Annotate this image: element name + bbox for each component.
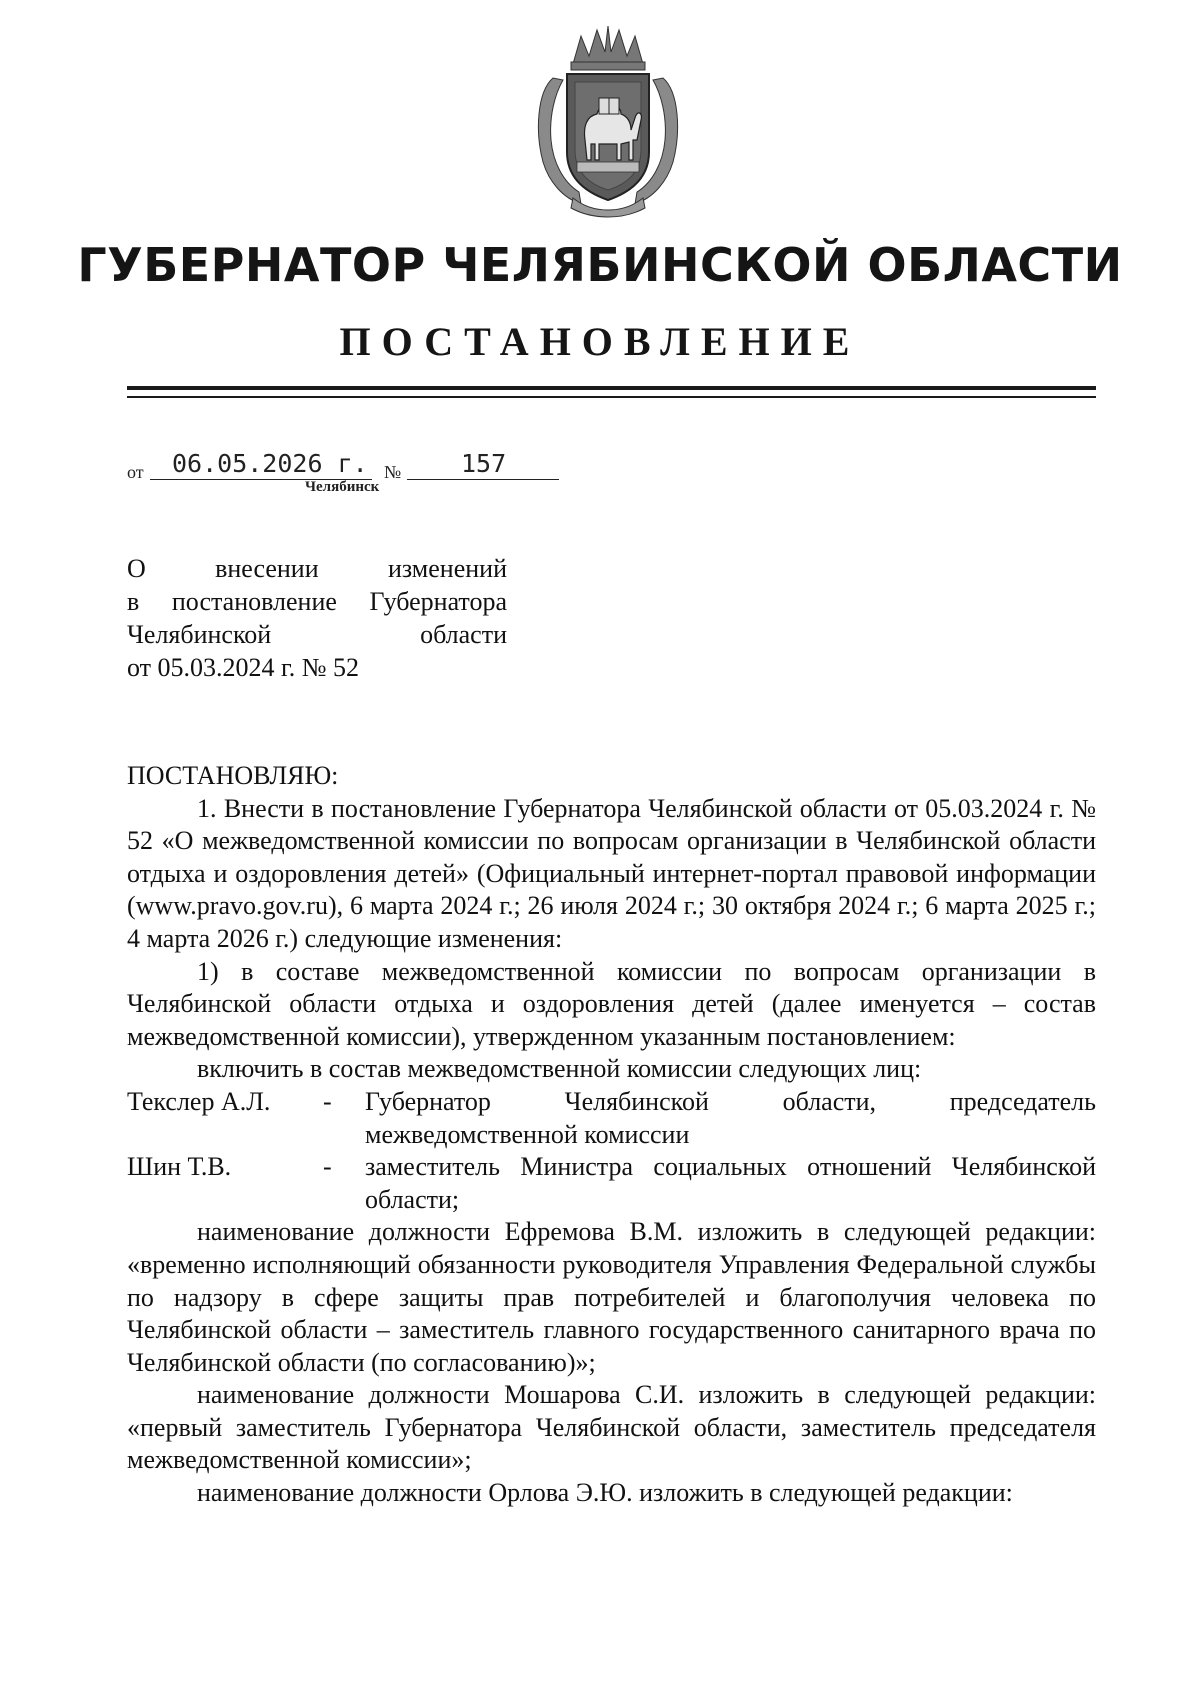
subject-line: в постановление Губернатора: [127, 587, 507, 616]
paragraph-1: 1. Внести в постановление Губернатора Челябинской области от 05.03.2024 г. № 52 «О межведомственной комиссии по вопросам организации в Челябинской области отдыха и оздоровления детей» (Официальный интернет-портал правовой информации (www.pravo.gov.ru), 6 марта 2024 г.; 26 июля 2024 г.; 30 октября 2024 г.; 6 марта 2025 г.; 4 марта 2026 г.) следующие изменения:: [127, 793, 1096, 953]
subject-line: Челябинской области: [127, 620, 507, 649]
paragraph-3: включить в состав межведомственной комиссии следующих лиц:: [197, 1054, 922, 1084]
number-prefix-label: №: [384, 462, 402, 482]
member-role: заместитель Министра социальных отношений Челябинской области;: [365, 1152, 1096, 1214]
subject-line: от 05.03.2024 г. № 52: [127, 653, 360, 682]
document-type-title: ПОСТАНОВЛЕНИЕ: [339, 319, 861, 364]
paragraph-4: наименование должности Ефремова В.М. изложить в следующей редакции: «временно исполняющий обязанности руководителя Управления Федеральной службы по надзору в сфере защиты прав потребителей и благополучия человека по Челябинской области – заместитель главного государственного санитарного врача по Челябинской области (по согласованию)»;: [127, 1217, 1096, 1377]
header-divider-thick: [127, 386, 1096, 390]
document-body: [127, 760, 1096, 1510]
document-city: Челябинск: [305, 479, 380, 495]
resolve-heading: ПОСТАНОВЛЯЮ:: [127, 761, 339, 790]
date-prefix-label: от: [127, 462, 144, 482]
header-divider-thin: [127, 396, 1096, 398]
member-name: Шин Т.В.: [127, 1152, 232, 1182]
paragraph-5: наименование должности Мошарова С.И. изложить в следующей редакции: «первый заместитель Губернатора Челябинской области, заместитель председателя межведомственной комиссии»;: [127, 1380, 1096, 1475]
document-date: 06.05.2026 г.: [172, 449, 368, 478]
subject-line: О внесении изменений: [127, 554, 507, 583]
member-name: Текслер А.Л.: [127, 1086, 271, 1116]
paragraph-6: наименование должности Орлова Э.Ю. изложить в следующей редакции:: [197, 1478, 1013, 1508]
member-role: Губернатор Челябинской области, председатель межведомственной комиссии: [365, 1086, 1096, 1149]
issuer-title: ГУБЕРНАТОР ЧЕЛЯБИНСКОЙ ОБЛАСТИ: [77, 238, 1123, 292]
number-underline: [407, 479, 559, 480]
member-dash: -: [323, 1086, 332, 1116]
document-number: 157: [461, 449, 507, 478]
member-row: [127, 1086, 1096, 1151]
document-subject: [127, 552, 507, 684]
paragraph-2: 1) в составе межведомственной комиссии по вопросам организации в Челябинской области отдыха и оздоровления детей (далее именуется – состав межведомственной комиссии), утвержденном указанным постановлением:: [127, 956, 1096, 1051]
member-dash: -: [323, 1152, 332, 1182]
chelyabinsk-coat-of-arms-icon: [533, 22, 683, 218]
member-row: [127, 1151, 1096, 1216]
